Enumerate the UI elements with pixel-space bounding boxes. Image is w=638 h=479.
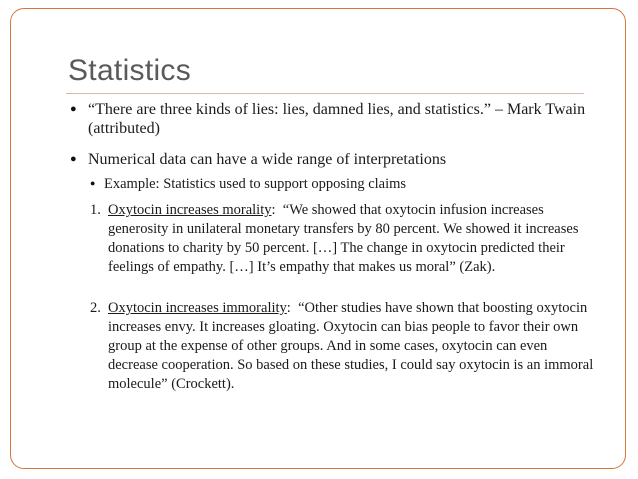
bullet-interpretations: Numerical data can have a wide range of interpretations [88,151,447,168]
numbered-item-1-number: 1. [90,202,101,218]
title-divider [66,93,584,94]
bullet-icon: ● [70,153,77,165]
numbered-item-2-sep: : [286,300,299,316]
numbered-item-2 [108,299,594,394]
sub-bullet-example: Example: Statistics used to support opposing claims [104,176,407,192]
slide-title: Statistics [68,54,192,87]
numbered-item-2-number: 2. [90,300,101,316]
numbered-item-1-heading: Oxytocin increases morality [108,202,272,218]
numbered-item-1-sep: : [271,202,283,218]
numbered-item-1 [108,201,594,277]
bullet-icon: ● [70,103,77,115]
numbered-item-1-text: “We showed that oxytocin infusion increases generosity in unilateral monetary transfers by 80 percent. We showed it increases donations to charity by 50 percent. […] The change in oxytocin predicted their feelings of empathy. […] It’s empathy that makes us moral” (Zak). [108,202,579,275]
numbered-item-2-text: “Other studies have shown that boosting oxytocin increases envy. It increases gloating. Oxytocin can bias people to favor their own group at the expense of other groups. And in some cases, oxytocin can even decrease cooperation. So based on these studies, I could say oxytocin is an immoral molecule” (Crockett). [108,300,594,392]
sub-bullet-icon: ● [90,178,96,188]
bullet-quote: “There are three kinds of lies: lies, damned lies, and statistics.” – Mark Twain (attributed) [88,101,586,137]
numbered-item-2-heading: Oxytocin increases immorality [108,300,287,316]
